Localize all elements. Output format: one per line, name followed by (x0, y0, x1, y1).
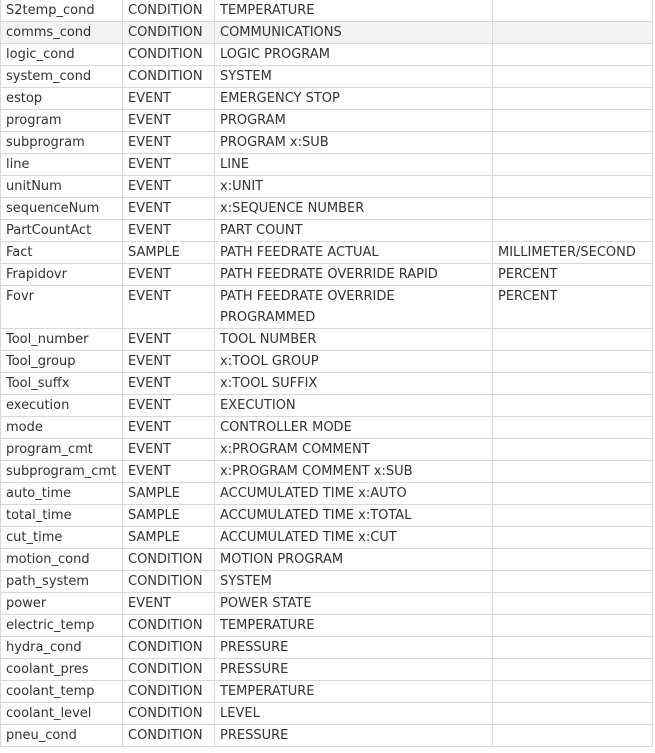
type-cell: x:UNIT (215, 176, 493, 198)
units-cell (493, 549, 653, 571)
units-cell (493, 176, 653, 198)
table-row (1, 264, 653, 286)
name-cell: system_cond (1, 66, 123, 88)
table-row (1, 549, 653, 571)
name-cell: motion_cond (1, 549, 123, 571)
name-cell: Fovr (1, 286, 123, 329)
name-cell: auto_time (1, 483, 123, 505)
category-cell: EVENT (123, 329, 215, 351)
category-cell: EVENT (123, 439, 215, 461)
table-row (1, 44, 653, 66)
name-cell: coolant_temp (1, 681, 123, 703)
units-cell (493, 461, 653, 483)
category-cell: CONDITION (123, 703, 215, 725)
category-cell: SAMPLE (123, 242, 215, 264)
table-row (1, 725, 653, 747)
table-row (1, 527, 653, 549)
type-cell: POWER STATE (215, 593, 493, 615)
units-cell (493, 637, 653, 659)
units-cell (493, 417, 653, 439)
table-row (1, 132, 653, 154)
units-cell (493, 615, 653, 637)
name-cell: logic_cond (1, 44, 123, 66)
name-cell: Tool_number (1, 329, 123, 351)
units-cell (493, 44, 653, 66)
category-cell: EVENT (123, 220, 215, 242)
units-cell (493, 329, 653, 351)
type-cell: PATH FEEDRATE OVERRIDE RAPID (215, 264, 493, 286)
category-cell: EVENT (123, 264, 215, 286)
table-row (1, 198, 653, 220)
units-cell (493, 351, 653, 373)
type-cell: MOTION PROGRAM (215, 549, 493, 571)
name-cell: estop (1, 88, 123, 110)
name-cell: Frapidovr (1, 264, 123, 286)
type-cell: COMMUNICATIONS (215, 22, 493, 44)
category-cell: EVENT (123, 88, 215, 110)
name-cell: PartCountAct (1, 220, 123, 242)
name-cell: sequenceNum (1, 198, 123, 220)
type-cell: EMERGENCY STOP (215, 88, 493, 110)
table-row (1, 571, 653, 593)
type-cell: LOGIC PROGRAM (215, 44, 493, 66)
type-cell: EXECUTION (215, 395, 493, 417)
units-cell (493, 571, 653, 593)
table-row (1, 0, 653, 22)
type-cell: CONTROLLER MODE (215, 417, 493, 439)
name-cell: power (1, 593, 123, 615)
table-row (1, 659, 653, 681)
name-cell: subprogram (1, 132, 123, 154)
units-cell (493, 483, 653, 505)
category-cell: SAMPLE (123, 505, 215, 527)
type-cell: x:SEQUENCE NUMBER (215, 198, 493, 220)
name-cell: Tool_group (1, 351, 123, 373)
category-cell: CONDITION (123, 66, 215, 88)
category-cell: EVENT (123, 110, 215, 132)
type-cell: PATH FEEDRATE ACTUAL (215, 242, 493, 264)
name-cell: subprogram_cmt (1, 461, 123, 483)
name-cell: program_cmt (1, 439, 123, 461)
type-cell: PROGRAM x:SUB (215, 132, 493, 154)
name-cell: S2temp_cond (1, 0, 123, 22)
category-cell: CONDITION (123, 615, 215, 637)
table-row (1, 637, 653, 659)
category-cell: SAMPLE (123, 483, 215, 505)
units-cell (493, 220, 653, 242)
type-cell: ACCUMULATED TIME x:AUTO (215, 483, 493, 505)
category-cell: CONDITION (123, 659, 215, 681)
table-row (1, 417, 653, 439)
category-cell: CONDITION (123, 571, 215, 593)
name-cell: line (1, 154, 123, 176)
category-cell: EVENT (123, 395, 215, 417)
table-body (1, 0, 653, 747)
type-cell: x:TOOL GROUP (215, 351, 493, 373)
name-cell: path_system (1, 571, 123, 593)
category-cell: EVENT (123, 417, 215, 439)
table-row (1, 220, 653, 242)
units-cell (493, 439, 653, 461)
category-cell: CONDITION (123, 681, 215, 703)
category-cell: CONDITION (123, 44, 215, 66)
units-cell (493, 593, 653, 615)
units-cell (493, 132, 653, 154)
type-cell: PRESSURE (215, 725, 493, 747)
name-cell: hydra_cond (1, 637, 123, 659)
table-row (1, 286, 653, 329)
units-cell (493, 198, 653, 220)
table-row (1, 110, 653, 132)
table-row (1, 329, 653, 351)
name-cell: execution (1, 395, 123, 417)
name-cell: mode (1, 417, 123, 439)
table-row (1, 88, 653, 110)
table-row (1, 461, 653, 483)
category-cell: CONDITION (123, 549, 215, 571)
category-cell: CONDITION (123, 637, 215, 659)
units-cell (493, 88, 653, 110)
name-cell: Fact (1, 242, 123, 264)
type-cell: PRESSURE (215, 659, 493, 681)
table-row (1, 395, 653, 417)
type-cell: TEMPERATURE (215, 0, 493, 22)
table-row (1, 351, 653, 373)
type-cell: x:PROGRAM COMMENT (215, 439, 493, 461)
table-row (1, 703, 653, 725)
units-cell (493, 66, 653, 88)
table-row (1, 593, 653, 615)
type-cell: PRESSURE (215, 637, 493, 659)
name-cell: program (1, 110, 123, 132)
units-cell: PERCENT (493, 286, 653, 329)
category-cell: EVENT (123, 593, 215, 615)
type-cell: LINE (215, 154, 493, 176)
type-cell: PART COUNT (215, 220, 493, 242)
type-cell: LEVEL (215, 703, 493, 725)
category-cell: EVENT (123, 176, 215, 198)
name-cell: comms_cond (1, 22, 123, 44)
units-cell (493, 154, 653, 176)
table-row (1, 154, 653, 176)
table-row (1, 439, 653, 461)
type-cell: TEMPERATURE (215, 615, 493, 637)
type-cell: x:TOOL SUFFIX (215, 373, 493, 395)
units-cell (493, 0, 653, 22)
table-row (1, 483, 653, 505)
type-cell: PATH FEEDRATE OVERRIDE PROGRAMMED (215, 286, 493, 329)
units-cell (493, 725, 653, 747)
category-cell: EVENT (123, 461, 215, 483)
name-cell: coolant_level (1, 703, 123, 725)
type-cell: x:PROGRAM COMMENT x:SUB (215, 461, 493, 483)
units-cell (493, 395, 653, 417)
units-cell (493, 703, 653, 725)
type-cell: TOOL NUMBER (215, 329, 493, 351)
category-cell: EVENT (123, 132, 215, 154)
units-cell (493, 373, 653, 395)
name-cell: pneu_cond (1, 725, 123, 747)
units-cell: MILLIMETER/SECOND (493, 242, 653, 264)
table-row (1, 615, 653, 637)
type-cell: ACCUMULATED TIME x:TOTAL (215, 505, 493, 527)
category-cell: EVENT (123, 198, 215, 220)
category-cell: CONDITION (123, 0, 215, 22)
category-cell: EVENT (123, 154, 215, 176)
table-row (1, 66, 653, 88)
name-cell: Tool_suffx (1, 373, 123, 395)
category-cell: EVENT (123, 286, 215, 329)
category-cell: CONDITION (123, 725, 215, 747)
type-cell: SYSTEM (215, 571, 493, 593)
type-cell: PROGRAM (215, 110, 493, 132)
category-cell: EVENT (123, 373, 215, 395)
table-row (1, 176, 653, 198)
table-row (1, 242, 653, 264)
units-cell (493, 659, 653, 681)
name-cell: coolant_pres (1, 659, 123, 681)
type-cell: TEMPERATURE (215, 681, 493, 703)
units-cell (493, 505, 653, 527)
table-row (1, 22, 653, 44)
units-cell (493, 110, 653, 132)
name-cell: electric_temp (1, 615, 123, 637)
units-cell (493, 681, 653, 703)
name-cell: unitNum (1, 176, 123, 198)
type-cell: SYSTEM (215, 66, 493, 88)
table-row (1, 373, 653, 395)
category-cell: EVENT (123, 351, 215, 373)
table-row (1, 681, 653, 703)
category-cell: CONDITION (123, 22, 215, 44)
type-cell: ACCUMULATED TIME x:CUT (215, 527, 493, 549)
units-cell (493, 22, 653, 44)
name-cell: total_time (1, 505, 123, 527)
name-cell: cut_time (1, 527, 123, 549)
units-cell (493, 527, 653, 549)
category-cell: SAMPLE (123, 527, 215, 549)
units-cell: PERCENT (493, 264, 653, 286)
table-row (1, 505, 653, 527)
